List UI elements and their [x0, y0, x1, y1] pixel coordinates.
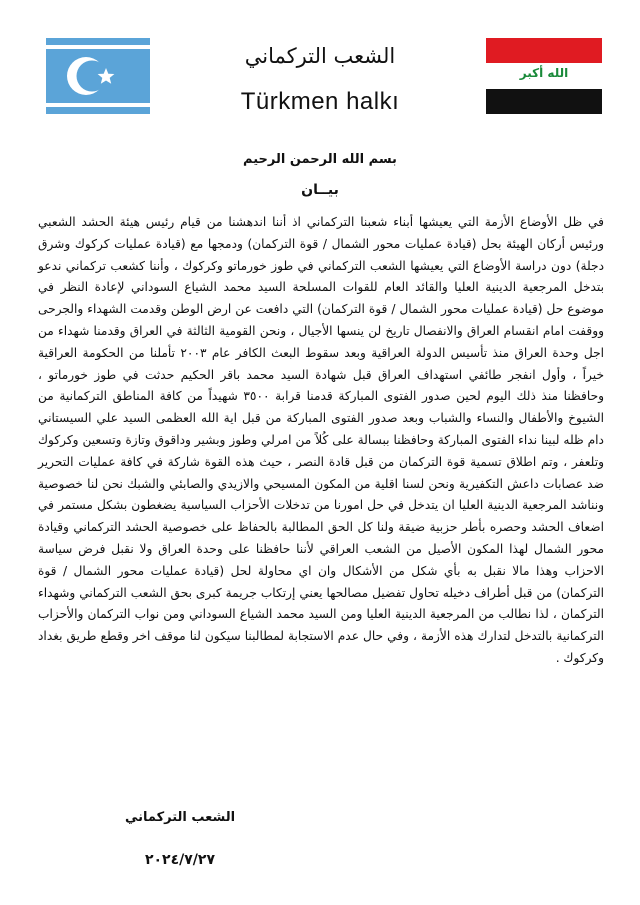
flag-band-black — [486, 89, 602, 114]
statement-heading: بيــان — [301, 182, 339, 198]
crescent-star-icon — [46, 38, 150, 114]
header-title-arabic: الشعب التركماني — [244, 44, 396, 68]
statement-paragraph: في ظل الأوضاع الأزمة التي يعيشها أبناء شعبنا التركماني اذ أننا اندهشنا من قيام رئيس هيئة الحشد الشعبي ورئيس أركان الهيئة بحل (قيادة عمليات محور الشمال / قوة التركمان) ودمجها مع (قيادة عمليات كركوك وشرق دجلة) دون دراسة الأوضاع التي يعيشها الشعب التركماني في طوز خورماتو وكركوك ، وأننا كشعب تركماني ندعو بتدخل المرجعية الدينية العليا والقائد العام للقوات المسلحة السيد محمد الشياع السوداني لإعادة النظر في موضوع حل (قيادة عمليات محور الشمال / قوة التركمان) التي دافعت عن ارض الوطن وقدمت الشهداء والجرحى ووقفت امام انقسام العراق والانفصال تاريخ لن ينسها الأجيال ، ونحن القومية الثالثة في العراق وقدمنا شهداء من اجل وحدة العراق منذ تأسيس الدولة العراقية وبعد سقوط البعث الكافر عام ٢٠٠٣ تأملنا من الحكومة العراقية خيراً ، وأول انفجر طائفي استهداف العراق قبل شهادة السيد محمد باقر الحكيم حدثت في طوز خورماتو ، وحافظنا منذ ذلك اليوم لحين صدور الفتوى المباركة قدمنا قرابة ٣٥٠٠ شهيداً من كافة المناطق التركمانية من الشيوخ والأطفال والنساء والشباب وبعد صدور الفتوى المباركة من قبل اية الله العظمى السيد علي السيستاني دام ظله لبينا نداء الفتوى المباركة وحافظنا ببسالة على كُلاً من امرلي وطوز وبشير وداقوق وتازة وتسعين وكركوك وتلعفر ، وتم اطلاق تسمية قوة التركمان من قبل قادة النصر ، حيث هذه القوة شاركة في كافة عمليات التحرير ضد عصابات داعش التكفيرية ونحن لسنا اقلية من المكون المسيحي والازيدي والصابئي والشبك نحن لنا خصوصية ونناشد المرجعية الدينية العليا ان يتدخل في حل امورنا من تدخلات الأحزاب السياسية يضغطون بشكل مستمر في اضعاف الحشد وحصره بأطر حزبية ضيقة ولنا كل الحق المطالبة بالحفاظ على خصوصية الحشد التركماني وقيادة محور الشمال لهذا المكون الأصيل من الشعب العراقي لأننا حافظنا على وحدة العراق ولا نقبل فرض سياسة الاحزاب وهذا مالا نقبل به بأي شكل من الأشكال وان اي محاولة لحل (قيادة عمليات محور الشمال / قوة التركمان) من قبل أطراف دخيله تحاول تفضيل مصالحها يعني إرتكاب جريمة كبرى بحق الشعب التركماني وشهداء التركمان ، لذا نطالب من المرجعية الدينية العليا ومن السيد محمد الشياع السوداني ومن نواب التركمان والأحزاب التركمانية بالتدخل لتدارك هذه الأزمة ، وفي حال عدم الاستجابة لمطالبنا سيكون لنا موقف اخر وقطع طريق بغداد وكركوك . — [38, 215, 604, 665]
turkmeneli-flag-icon — [46, 38, 150, 114]
flag-band-white — [486, 63, 602, 88]
iraq-flag-icon — [486, 38, 602, 114]
flag-takbir-text: الله أكبر — [519, 66, 569, 81]
basmala: بسم الله الرحمن الرحيم — [243, 152, 397, 167]
document-date: ٢٠٢٤/٧/٢٧ — [144, 852, 216, 868]
header-title-turkish: Türkmen halkı — [240, 88, 400, 115]
signature: الشعب التركماني — [124, 810, 236, 825]
flag-band-red — [486, 38, 602, 63]
statement-body — [38, 212, 604, 670]
